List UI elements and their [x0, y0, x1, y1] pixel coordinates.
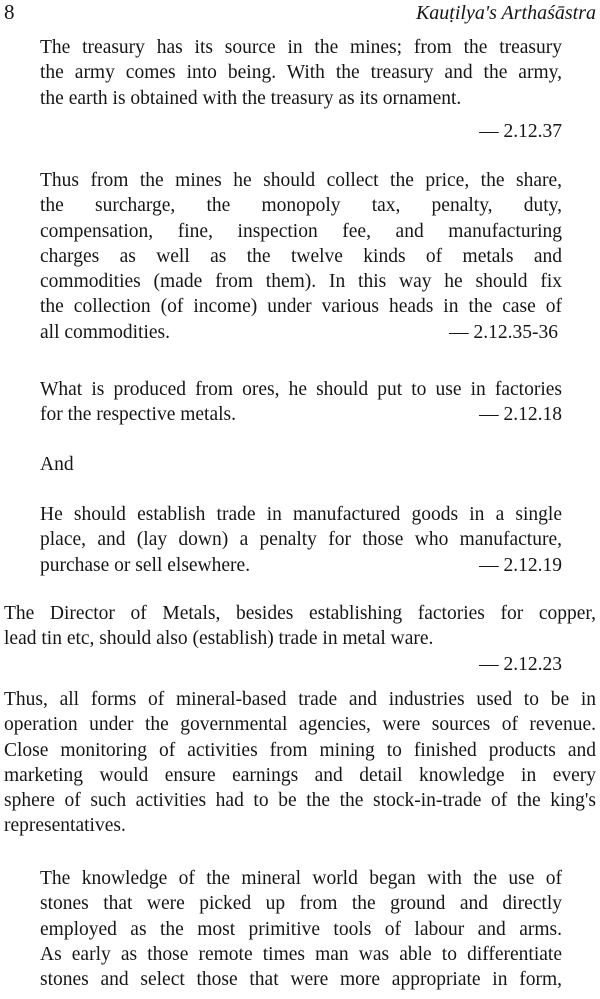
last-line-row: [40, 320, 562, 345]
reference-2-12-18: — 2.12.18: [479, 404, 562, 426]
text-line: lead tin etc, should also (establish) trade in metal ware.: [4, 628, 434, 650]
text-line: The Director of Metals, besides establishing factories for copper,: [4, 603, 596, 624]
last-line-row: [40, 553, 562, 578]
text-line: compensation, fine, inspection fee, and manufacturing: [40, 220, 562, 242]
text-line: representatives.: [4, 815, 126, 837]
quote-2-12-19: [40, 502, 562, 578]
running-title: Kauṭilya's Arthaśāstra: [415, 2, 596, 24]
reference-2-12-23: — 2.12.23: [479, 654, 562, 675]
text-line: the army comes into being. With the treasury and the army,: [40, 62, 562, 84]
text-line: place, and (lay down) a penalty for those who manufacture,: [40, 529, 562, 551]
text-line: Thus, all forms of mineral-based trade and industries used to be in: [4, 689, 596, 710]
text-line: for the respective metals.: [40, 404, 236, 426]
text-line: the earth is obtained with the treasury as its ornament.: [40, 87, 462, 109]
quote-2-12-37: [40, 35, 562, 111]
connector-text: And: [40, 454, 74, 475]
quote-2-12-35-36: [40, 168, 562, 345]
indented-paragraph: [40, 866, 562, 992]
text-line: marketing would ensure earnings and detail knowledge in every: [4, 764, 596, 786]
text-line: What is produced from ores, he should put to use in factories: [40, 379, 562, 400]
text-line: The knowledge of the mineral world began with the use of: [40, 868, 562, 889]
reference-2-12-37: — 2.12.37: [479, 121, 562, 142]
quote-2-12-18: [40, 377, 562, 428]
text-line: stones that were picked up from the ground and directly: [40, 893, 562, 915]
text-line: the surcharge, the monopoly tax, penalty, duty,: [40, 195, 562, 217]
text-line: charges as well as the twelve kinds of metals and: [40, 245, 562, 267]
text-line: Thus from the mines he should collect the price, the share,: [40, 170, 562, 191]
text-line: As early as those remote times man was able to differentiate: [40, 943, 562, 965]
text-line: sphere of such activities had to be the the stock-in-trade of the king's: [4, 790, 596, 812]
text-line: all commodities.: [40, 321, 170, 343]
text-line: Close monitoring of activities from mining to finished products and: [4, 739, 596, 761]
text-line: operation under the governmental agencies, were sources of revenue.: [4, 714, 596, 736]
text-line: employed as the most primitive tools of labour and arms.: [40, 918, 562, 940]
text-line: commodities (made from them). In this way he should fix: [40, 271, 562, 293]
page-number: 8: [4, 0, 15, 24]
last-line-row: [40, 402, 562, 427]
text-line: He should establish trade in manufactured goods in a single: [40, 504, 562, 525]
text-line: the collection (of income) under various heads in the case of: [40, 296, 562, 318]
reference-2-12-19: — 2.12.19: [479, 554, 562, 576]
reference-2-12-35-36: — 2.12.35-36: [449, 321, 558, 343]
text-line: The treasury has its source in the mines; from the treasury: [40, 37, 562, 58]
body-paragraph: [4, 687, 596, 839]
quote-2-12-23: [4, 601, 596, 652]
text-line: purchase or sell elsewhere.: [40, 554, 251, 576]
text-line: stones and select those that were more appropriate in form,: [40, 969, 562, 991]
